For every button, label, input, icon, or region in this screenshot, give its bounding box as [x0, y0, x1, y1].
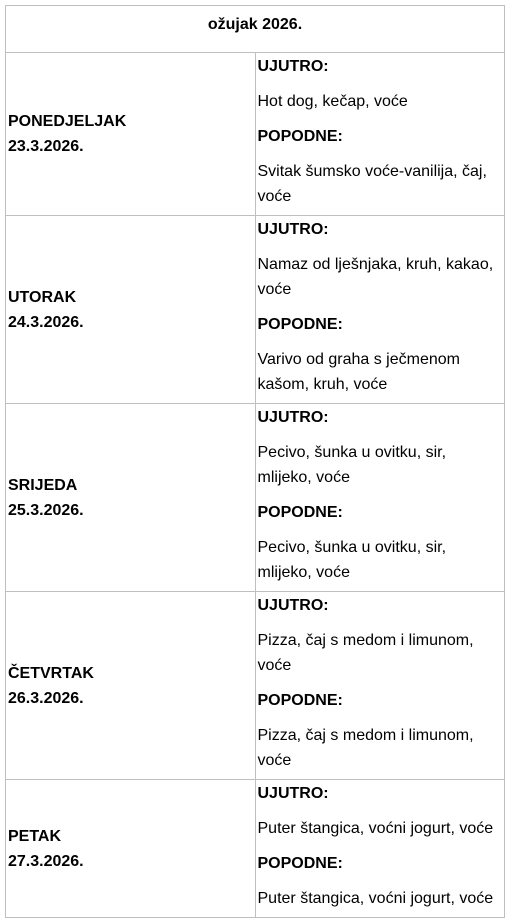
day-date: 24.3.2026.: [8, 313, 84, 331]
day-name: ČETVRTAK: [8, 664, 94, 682]
day-cell: [6, 404, 256, 592]
day-cell: [6, 53, 256, 216]
morning-label: UJUTRO:: [257, 785, 329, 802]
morning-menu: Puter štangica, voćni jogurt, voće: [257, 820, 494, 837]
day-row-thursday: [6, 592, 505, 780]
day-cell: [6, 592, 256, 780]
day-date: 25.3.2026.: [8, 501, 84, 519]
afternoon-label: POPODNE:: [257, 692, 343, 709]
day-name: UTORAK: [8, 288, 77, 306]
meal-cell: [255, 780, 505, 918]
day-cell: [6, 780, 256, 918]
morning-menu: Pizza, čaj s medom i limunom, voće: [257, 632, 474, 674]
meal-cell: [255, 404, 505, 592]
day-name: PETAK: [8, 827, 62, 845]
afternoon-label: POPODNE:: [257, 504, 343, 521]
morning-label: UJUTRO:: [257, 221, 329, 238]
morning-label: UJUTRO:: [257, 597, 329, 614]
afternoon-menu: Puter štangica, voćni jogurt, voće: [257, 890, 494, 907]
day-cell: [6, 216, 256, 404]
menu-table: [5, 5, 505, 918]
meal-cell: [255, 53, 505, 216]
day-row-friday: [6, 780, 505, 918]
morning-menu: Namaz od lješnjaka, kruh, kakao, voće: [257, 256, 494, 298]
meal-cell: [255, 592, 505, 780]
afternoon-label: POPODNE:: [257, 855, 343, 872]
day-name: SRIJEDA: [8, 476, 78, 494]
afternoon-menu: Pecivo, šunka u ovitku, sir, mlijeko, voće: [257, 539, 447, 581]
day-date: 26.3.2026.: [8, 689, 84, 707]
morning-menu: Pecivo, šunka u ovitku, sir, mlijeko, voće: [257, 444, 447, 486]
meal-cell: [255, 216, 505, 404]
morning-label: UJUTRO:: [257, 58, 329, 75]
day-row-monday: [6, 53, 505, 216]
afternoon-menu: Varivo od graha s ječmenom kašom, kruh, voće: [257, 351, 460, 393]
morning-label: UJUTRO:: [257, 409, 329, 426]
afternoon-menu: Svitak šumsko voće-vanilija, čaj, voće: [257, 163, 487, 205]
day-row-wednesday: [6, 404, 505, 592]
day-date: 23.3.2026.: [8, 138, 84, 155]
month-title: ožujak 2026.: [6, 6, 505, 53]
morning-menu: Hot dog, kečap, voće: [257, 93, 408, 110]
title-row: [6, 6, 505, 53]
afternoon-label: POPODNE:: [257, 316, 343, 333]
day-date: 27.3.2026.: [8, 852, 84, 870]
day-row-tuesday: [6, 216, 505, 404]
day-name: PONEDJELJAK: [8, 113, 127, 130]
afternoon-label: POPODNE:: [257, 128, 343, 145]
afternoon-menu: Pizza, čaj s medom i limunom, voće: [257, 727, 474, 769]
